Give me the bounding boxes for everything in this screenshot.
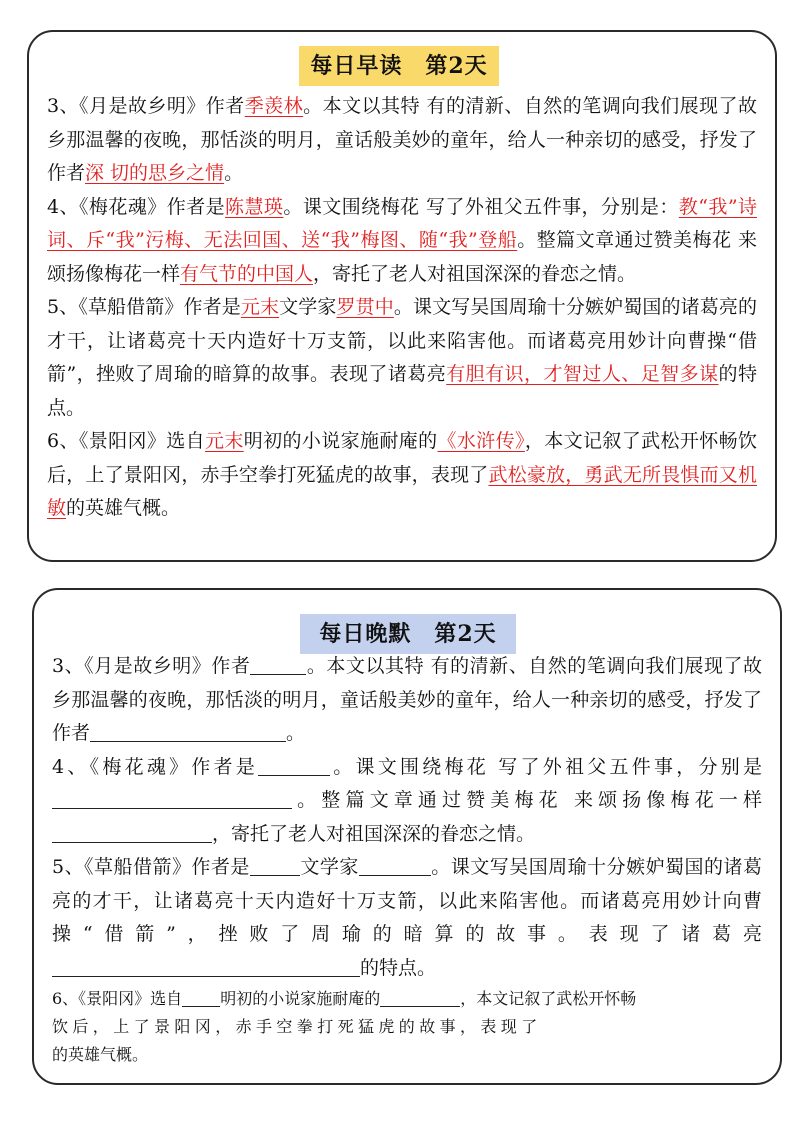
item-text: ，寄托了老人对祖国深深的眷恋之情。 (212, 822, 536, 845)
fill-blank[interactable] (258, 753, 330, 776)
morning-item-3 (47, 90, 757, 191)
morning-item-5 (47, 291, 757, 425)
evening-dictation-card (32, 588, 782, 1085)
item-text: 。本文以其特 有的清新、自然的笔调向我们展现了故乡那温馨的夜晚，那恬淡的明月，童话般美妙的童年，给人一种亲切的感受，抒发了作者 (52, 655, 762, 744)
item-text: 的特点。 (360, 956, 437, 979)
fill-blank[interactable] (52, 820, 212, 843)
fill-blank[interactable] (250, 853, 300, 876)
item-text: 的英雄气概。 (66, 497, 181, 519)
item-text: 4、《梅花魂》作者是 (52, 755, 259, 778)
item-text: 3、《月是故乡明》作者 (47, 95, 245, 117)
fill-blank[interactable] (359, 853, 431, 876)
fill-blank[interactable] (52, 954, 360, 977)
item-text: 4、《梅花魂》作者是 (47, 195, 226, 218)
item-text: 。整篇文章通过赞美梅花 来颂扬像梅花一样 (47, 229, 757, 285)
fill-blank[interactable] (250, 652, 306, 675)
morning-card-body (47, 90, 757, 526)
morning-item-4 (47, 191, 757, 292)
item-text: 。整篇文章通过赞美梅花 来颂扬像梅花一样 (292, 789, 762, 811)
answer-text: 有气节的中国人 (180, 262, 314, 285)
answer-text: 元末 (240, 296, 280, 318)
item-text: 。课文写吴国周瑜十分嫉妒蜀国的诸葛亮的才干，让诸葛亮十天内造好十万支箭，以此来陷害他。而诸葛亮用妙计向曹操“借箭”，挫败了周瑜的暗算的故事。表现了诸葛亮 (47, 296, 757, 385)
item-text: 。课文写吴国周瑜十分嫉妒蜀国的诸葛亮的才干，让诸葛亮十天内造好十万支箭，以此来陷害他。而诸葛亮用妙计向曹操“借箭”，挫败了周瑜的暗算的故事。表现了诸葛亮 (52, 856, 762, 945)
item-text: 6、《景阳冈》选自 (47, 430, 205, 452)
answer-text: 武松豪放，勇武无所畏惧而又机敏 (47, 463, 757, 519)
morning-card-title: 每日早读 第2天 (299, 46, 499, 86)
morning-reading-card (27, 30, 777, 562)
item-text: 的英雄气概。 (52, 1045, 149, 1064)
morning-item-6 (47, 425, 757, 526)
item-text: 。 (224, 162, 244, 184)
item-text: 的特点。 (47, 363, 757, 419)
item-text: 。本文以其特 有的清新、自然的笔调向我们展现了故乡那温馨的夜晚，那恬淡的明月，童话般美妙的童年，给人一种亲切的感受，抒发了作者 (47, 95, 757, 184)
item-text: 明初的小说家施耐庵的 (220, 989, 381, 1008)
evening-card-body (52, 650, 762, 1069)
evening-item-4 (52, 751, 762, 852)
fill-blank[interactable] (182, 988, 220, 1007)
item-text: 6、《景阳冈》选自 (52, 989, 183, 1008)
answer-text: 陈慧瑛 (225, 195, 284, 218)
evening-item-6 (52, 985, 762, 1069)
item-text: 5、《草船借箭》作者是 (52, 856, 250, 878)
answer-text: 元末 (204, 430, 244, 452)
evening-item-5 (52, 851, 762, 985)
item-text: 。课文围绕梅花 写了外祖父五件事，分别是： (283, 195, 679, 218)
answer-text: 罗贯中 (336, 296, 394, 318)
item-text: 。 (286, 722, 306, 744)
answer-text: 教“我”诗词、斥“我”污梅、无法回国、送“我”梅图、随“我”登船 (47, 195, 757, 251)
item-text: 文学家 (299, 856, 359, 878)
item-text: 。课文围绕梅花 写了外祖父五件事，分别是 (330, 755, 762, 778)
fill-blank[interactable] (52, 786, 292, 809)
item-text: 文学家 (279, 296, 337, 318)
evening-card-title: 每日晚默 第2天 (300, 614, 516, 654)
item-text: ，本文记叙了武松开怀畅饮后，上了景阳冈，赤手空拳打死猛虎的故事，表现了 (47, 430, 757, 486)
fill-blank[interactable] (380, 988, 460, 1007)
answer-text: 季羡林 (244, 95, 304, 117)
answer-text: 深 切的思乡之情 (85, 162, 225, 184)
item-text: 饮后，上了景阳冈，赤手空拳打死猛虎的故事，表现了 (52, 1017, 542, 1036)
item-text: 5、《草船借箭》作者是 (47, 296, 241, 318)
item-text: 明初的小说家施耐庵的 (243, 430, 438, 452)
answer-text: 有胆有识，才智过人、足智多谋 (446, 363, 719, 385)
item-text: ，寄托了老人对祖国深深的眷恋之情。 (313, 262, 637, 285)
item-text: 3、《月是故乡明》作者 (52, 655, 251, 677)
fill-blank[interactable] (90, 719, 286, 742)
item-text: ，本文记叙了武松开怀畅 (460, 989, 637, 1008)
evening-item-3 (52, 650, 762, 751)
answer-text: 《水浒传》 (437, 430, 525, 452)
